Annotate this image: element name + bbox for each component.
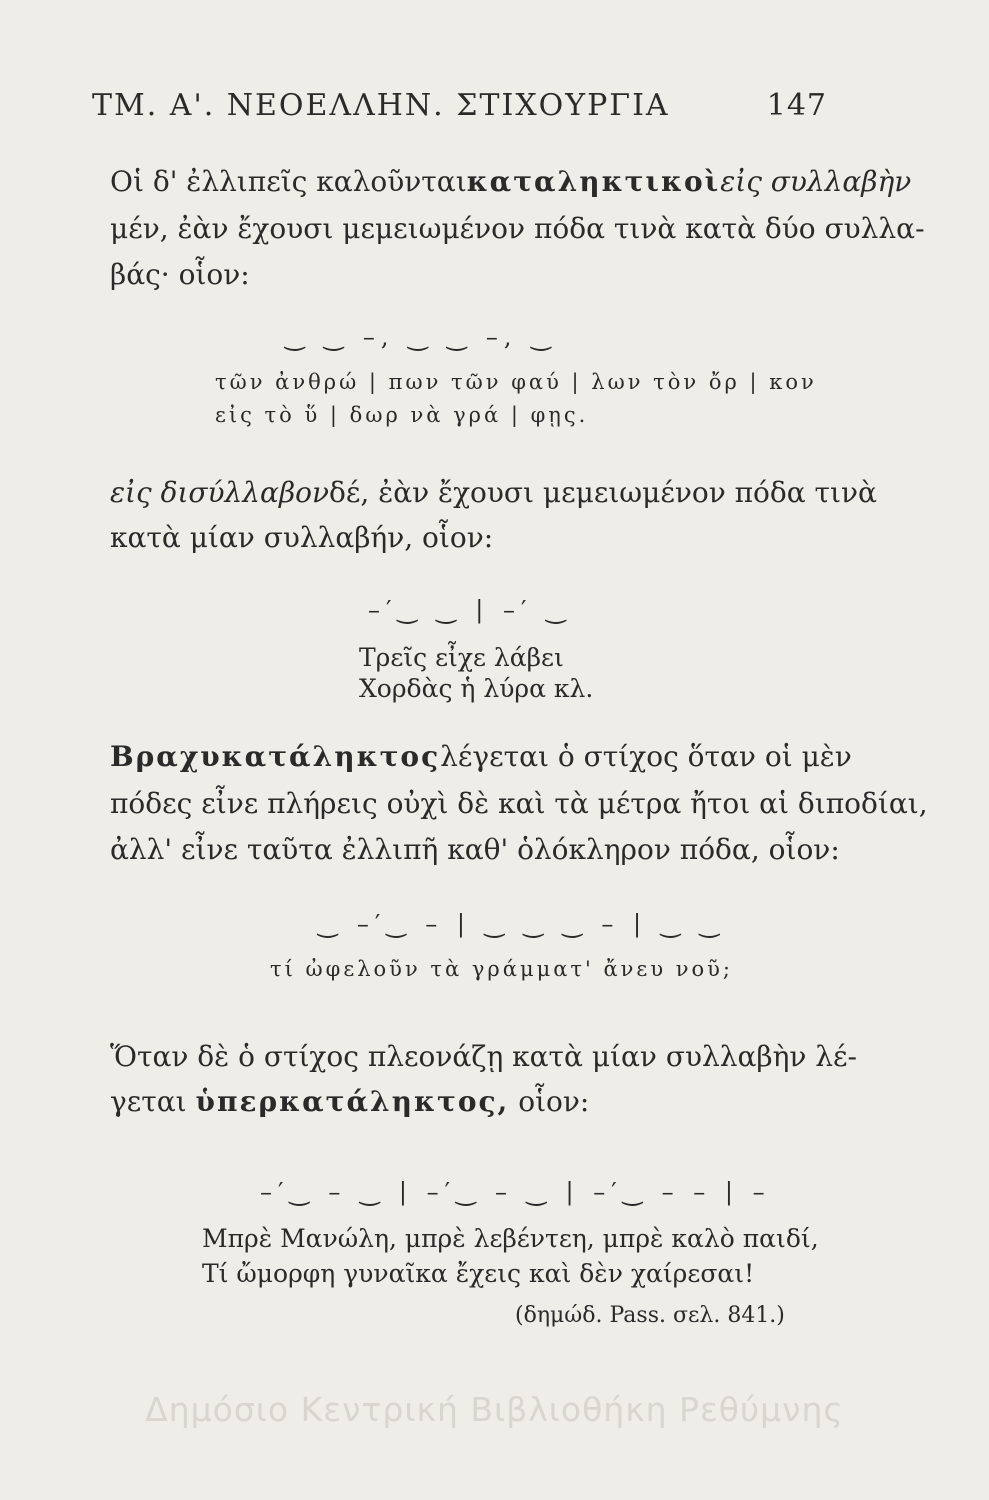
para1-text-a: Οἱ δ' ἐλλιπεῖς καλοῦνται bbox=[110, 165, 467, 198]
example4-verse-line2: Τί ὤμορφη γυναῖκα ἔχεις καὶ δὲν χαίρεσαι! bbox=[202, 1259, 755, 1288]
para1-line3: βάς· οἷον: bbox=[110, 258, 250, 291]
example3-meter: ‿ –′‿ – | ‿ ‿ ‿ – | ‿ ‿ bbox=[318, 910, 725, 938]
para3-text-b: λέγεται ὁ στίχος ὅταν οἱ μὲν bbox=[440, 740, 852, 773]
term-hyperkatalektos: ὑπερκατάληκτος, bbox=[195, 1085, 510, 1118]
para3-line2: πόδες εἶνε πλήρεις οὐχὶ δὲ καὶ τὰ μέτρα ἤτοι αἱ διποδίαι, bbox=[110, 787, 928, 820]
example4-verse-line1: Μπρὲ Μανώλη, μπρὲ λεβέντεη, μπρὲ καλὸ παιδί, bbox=[202, 1224, 819, 1253]
example1-meter: ‿ ‿ –, ‿ ‿ –, ‿ bbox=[285, 323, 557, 351]
para3-line1 bbox=[110, 740, 852, 773]
para1-line2: μέν, ἐὰν ἔχουσι μεμειωμένον πόδα τινὰ κατὰ δύο συλλα- bbox=[110, 212, 925, 245]
example1-verse-line1: τῶν ἀνθρώ | πων τῶν φαύ | λων τὸν ὄρ | κον bbox=[215, 370, 817, 394]
page-number: 147 bbox=[766, 88, 827, 123]
example4-reference: (δημώδ. Pass. σελ. 841.) bbox=[515, 1303, 785, 1328]
para3-line3: ἀλλ' εἶνε ταῦτα ἐλλιπῆ καθ' ὁλόκληρον πόδα, οἷον: bbox=[110, 833, 840, 866]
example2-verse-line2: Χορδὰς ἡ λύρα κλ. bbox=[359, 674, 594, 703]
para1-line1 bbox=[110, 165, 912, 198]
library-watermark: Δημόσιο Κεντρική Βιβλιοθήκη Ρεθύμνης bbox=[145, 1390, 844, 1429]
example3-verse-line1: τί ὠφελοῦν τὰ γράμματ' ἄνευ νοῦ; bbox=[270, 957, 734, 981]
para1-text-c: εἰς συλλαβὴν bbox=[720, 165, 912, 198]
para4-text-c: οἷον: bbox=[518, 1085, 590, 1118]
running-header bbox=[92, 88, 827, 123]
header-title: ΤΜ. Α'. ΝΕΟΕΛΛΗΝ. ΣΤΙΧΟΥΡΓΙΑ bbox=[92, 88, 670, 123]
term-disyllabon: εἰς δισύλλαβον bbox=[110, 476, 330, 509]
term-brachykatalektos: Βραχυκατάληκτος bbox=[110, 740, 441, 773]
example2-meter: –′‿ ‿ | –′ ‿ bbox=[368, 596, 572, 624]
example4-meter: –′‿ – ‿ | –′‿ – ‿ | –′‿ – – | – bbox=[260, 1178, 771, 1206]
para4-text-a: γεται bbox=[110, 1085, 187, 1118]
para2-line2: κατὰ μίαν συλλαβήν, οἷον: bbox=[110, 521, 494, 554]
para2-line1 bbox=[110, 476, 877, 509]
para2-text-b: δέ, ἐὰν ἔχουσι μεμειωμένον πόδα τινὰ bbox=[329, 476, 877, 509]
para4-line2 bbox=[110, 1085, 825, 1118]
para4-line1: Ὅταν δὲ ὁ στίχος πλεονάζῃ κατὰ μίαν συλλαβὴν λέ- bbox=[110, 1040, 857, 1073]
example1-verse-line2: εἰς τὸ ὕ | δωρ νὰ γρά | φῃς. bbox=[215, 403, 589, 427]
term-katalektikoi: καταληκτικοὶ bbox=[466, 165, 721, 198]
example2-verse-line1: Τρεῖς εἶχε λάβει bbox=[359, 643, 564, 672]
